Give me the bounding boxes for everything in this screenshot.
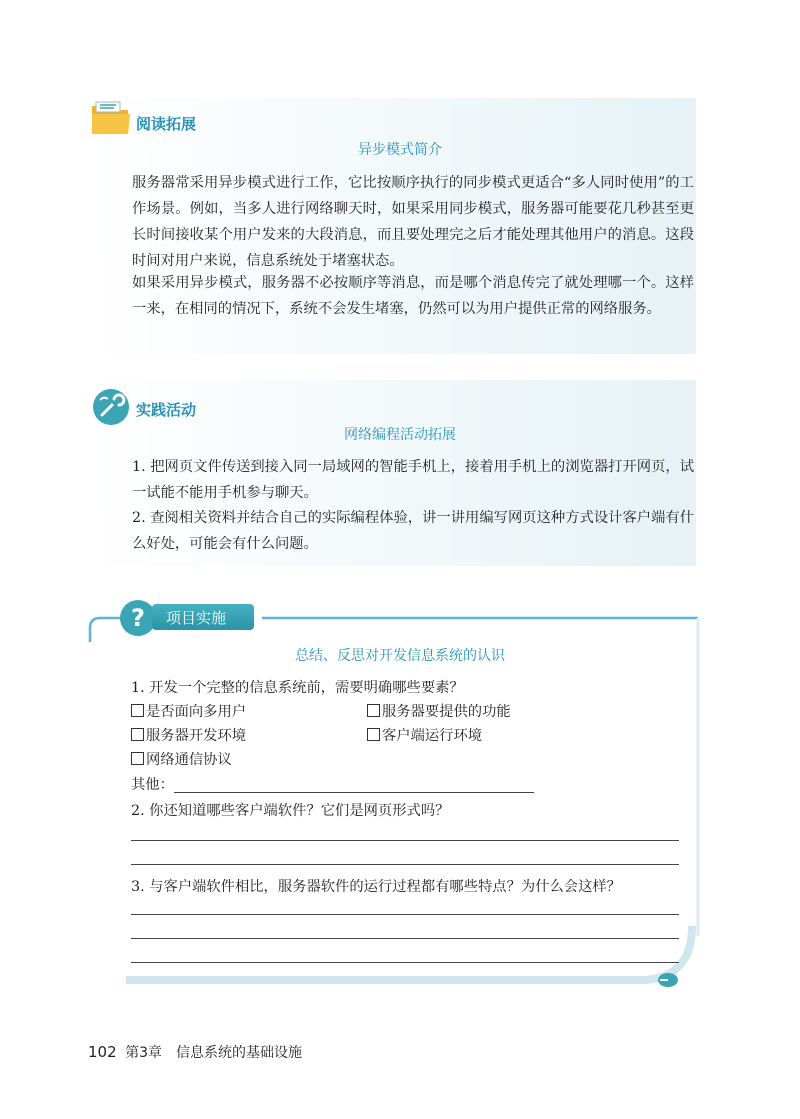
- option-client-runtime-env[interactable]: 客户端运行环境: [367, 725, 482, 747]
- reading-paragraph-1: 服务器常采用异步模式进行工作，它比按顺序执行的同步模式更适合“多人同时使用”的工作场景。例如，当多人进行网络聊天时，如果采用同步模式，服务器可能要花几秒甚至更长时间接收某个用户发来的大段消息，而且要处理完之后才能处理其他用户的消息。这段时间对用户来说，信息系统处于堵塞状态。: [132, 175, 694, 269]
- checkbox-icon[interactable]: [367, 728, 380, 741]
- page-footer: [88, 1042, 302, 1062]
- option-server-dev-env[interactable]: 服务器开发环境: [131, 725, 246, 747]
- answer-line[interactable]: [131, 840, 679, 841]
- reading-subtitle: 异步模式简介: [358, 142, 442, 158]
- question-2: 2. 你还知道哪些客户端软件？它们是网页形式吗？: [131, 803, 450, 819]
- question-1: 1. 开发一个完整的信息系统前，需要明确哪些要素？: [131, 680, 464, 696]
- question-3: 3. 与客户端软件相比，服务器软件的运行过程都有哪些特点？为什么会这样？: [131, 879, 621, 895]
- practice-subtitle: 网络编程活动拓展: [344, 427, 456, 443]
- option-network-protocol[interactable]: 网络通信协议: [131, 749, 232, 771]
- checkbox-icon[interactable]: [367, 704, 380, 717]
- practice-item-2: 2. 查阅相关资料并结合自己的实际编程体验，讲一讲用编写网页这种方式设计客户端有什么好处，可能会有什么问题。: [132, 510, 694, 552]
- chapter-title: 第3章 信息系统的基础设施: [125, 1045, 303, 1061]
- page-number: 102: [88, 1043, 117, 1061]
- option-server-functions[interactable]: 服务器要提供的功能: [367, 701, 511, 723]
- checkbox-icon[interactable]: [131, 752, 144, 765]
- option-multi-user[interactable]: 是否面向多用户: [131, 701, 246, 723]
- answer-line[interactable]: [131, 864, 679, 865]
- answer-line[interactable]: [131, 938, 679, 939]
- other-label: 其他：: [131, 777, 174, 793]
- wrench-icon: [92, 388, 130, 426]
- answer-line[interactable]: [131, 962, 679, 963]
- practice-item-1: 1. 把网页文件传送到接入同一局域网的智能手机上，接着用手机上的浏览器打开网页，试一试能不能用手机参与聊天。: [132, 459, 694, 501]
- project-subtitle: 总结、反思对开发信息系统的认识: [295, 648, 505, 664]
- folder-icon: [90, 100, 132, 136]
- svg-text:?: ?: [131, 604, 145, 632]
- answer-line[interactable]: [131, 914, 679, 915]
- hand-pointer-icon: [656, 970, 680, 990]
- checkbox-icon[interactable]: [131, 704, 144, 717]
- reading-section-label: 阅读拓展: [136, 115, 197, 133]
- project-section-label: 项目实施: [166, 609, 227, 627]
- practice-section-label: 实践活动: [136, 401, 197, 419]
- other-answer-line[interactable]: [174, 792, 534, 793]
- checkbox-icon[interactable]: [131, 728, 144, 741]
- reading-paragraph-2: 如果采用异步模式，服务器不必按顺序等消息，而是哪个消息传完了就处理哪一个。这样一来，在相同的情况下，系统不会发生堵塞，仍然可以为用户提供正常的网络服务。: [132, 275, 694, 317]
